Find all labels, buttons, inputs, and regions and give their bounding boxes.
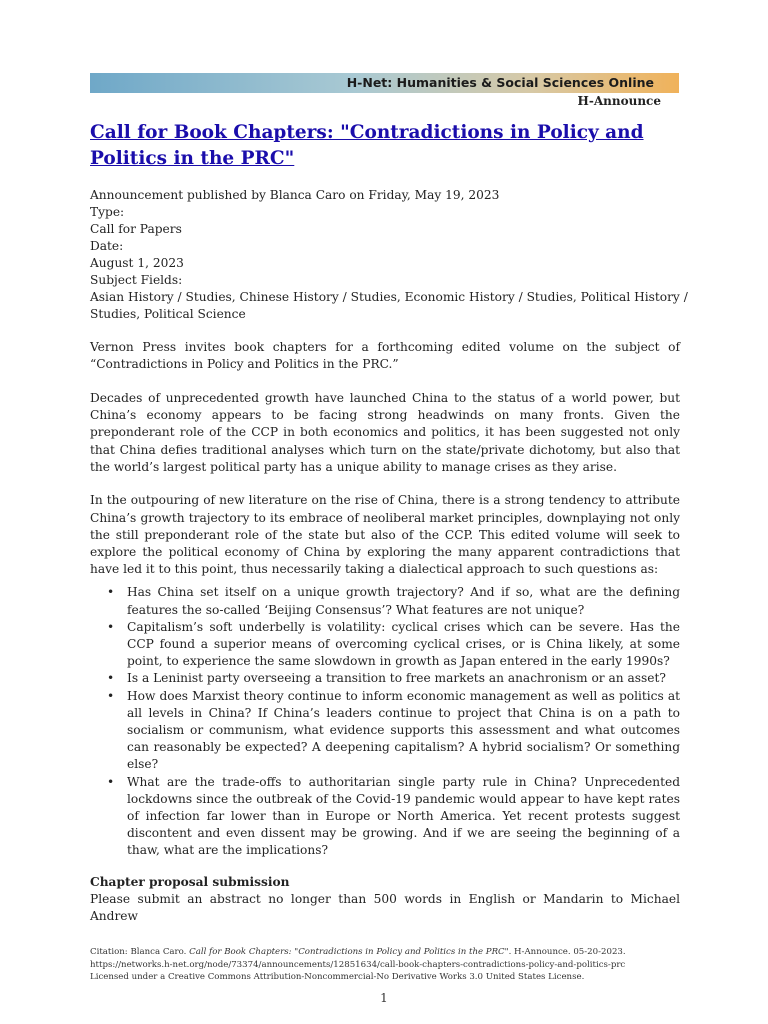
list-item bbox=[107, 619, 680, 671]
section-label: H-Announce bbox=[577, 94, 661, 108]
bullet-icon: • bbox=[107, 688, 115, 703]
question-text: What are the trade-offs to authoritarian single party rule in China? Unprecedented lockdowns since the outbreak of the Covid-19 pandemic would appear to have kept rates of infection far lower than in Europe or North America. Yet recent protests suggest discontent and even dissent may be growing. And if we are seeing the beginning of a thaw, what are the implications? bbox=[127, 774, 680, 858]
site-name: H-Net: Humanities & Social Sciences Online bbox=[346, 75, 654, 90]
site-banner bbox=[90, 73, 679, 93]
citation-url[interactable]: https://networks.h-net.org/node/73374/announcements/12851634/call-book-chapters-contradictions-policy-and-politics-prc bbox=[90, 959, 626, 970]
announcement-body bbox=[90, 339, 680, 925]
announcement-meta bbox=[90, 187, 690, 323]
list-item bbox=[107, 688, 680, 774]
type-value: Call for Papers bbox=[90, 222, 182, 236]
question-text: How does Marxist theory continue to inform economic management as well as politics at all levels in China? If China’s leaders continue to project that China is on a path to socialism or communism, what evidence supports this assessment and what outcomes can reasonably be expected? A deepening capitalism? A hybrid socialism? Or something else? bbox=[127, 688, 680, 772]
bullet-icon: • bbox=[107, 619, 115, 634]
list-item bbox=[107, 584, 680, 618]
citation-footer bbox=[90, 946, 690, 984]
question-text: Has China set itself on a unique growth trajectory? And if so, what are the defining features the so-called ‘Beijing Consensus’? What features are not unique? bbox=[127, 585, 680, 617]
page-number: 1 bbox=[380, 991, 388, 1005]
question-list bbox=[90, 584, 680, 859]
submission-heading: Chapter proposal submission bbox=[90, 874, 290, 889]
bullet-icon: • bbox=[107, 774, 115, 789]
context-paragraph: Decades of unprecedented growth have launched China to the status of a world power, but China’s economy appears to be facing strong headwinds on many fronts. Given the preponderant role of the CCP in both economics and politics, it has been suggested not only that China defies traditional analyses which turn on the state/private dichotomy, but also that the world’s largest political party has a unique ability to manage crises as they arise. bbox=[90, 390, 680, 474]
date-value: August 1, 2023 bbox=[90, 256, 184, 270]
citation-title: Call for Book Chapters: "Contradictions in Policy and Politics in the PRC" bbox=[189, 947, 509, 957]
list-item bbox=[107, 670, 680, 687]
citation-suffix: . H-Announce. 05-20-2023. bbox=[508, 947, 626, 957]
bullet-icon: • bbox=[107, 671, 115, 686]
type-label: Type: bbox=[90, 205, 125, 219]
date-label: Date: bbox=[90, 239, 124, 253]
question-text: Capitalism’s soft underbelly is volatility: cyclical crises which can be severe. Has the CCP found a superior means of overcoming cyclical crises, or is China likely, at some point, to experience the same slowdown in growth as Japan entered in the early 1990s? bbox=[127, 619, 680, 669]
question-text: Is a Leninist party overseeing a transition to free markets an anachronism or an asset? bbox=[127, 671, 666, 686]
bullet-icon: • bbox=[107, 585, 115, 600]
intro-paragraph: Vernon Press invites book chapters for a forthcoming edited volume on the subject of “Contradictions in Policy and Politics in the PRC.” bbox=[90, 340, 680, 372]
subject-fields-label: Subject Fields: bbox=[90, 273, 183, 287]
subject-fields-value: Asian History / Studies, Chinese History / Studies, Economic History / Studies, Political History / Studies, Political Science bbox=[90, 290, 688, 321]
list-item bbox=[107, 774, 680, 860]
published-line: Announcement published by Blanca Caro on Friday, May 19, 2023 bbox=[90, 188, 500, 202]
citation-prefix: Citation: Blanca Caro. bbox=[90, 947, 190, 957]
submission-text: Please submit an abstract no longer than 500 words in English or Mandarin to Michael Andrew bbox=[90, 891, 680, 924]
announcement-title-link[interactable]: Call for Book Chapters: "Contradictions in Policy and Politics in the PRC" bbox=[90, 122, 644, 169]
license-text: Licensed under a Creative Commons Attribution-Noncommercial-No Derivative Works 3.0 United States License. bbox=[90, 972, 585, 982]
scope-paragraph: In the outpouring of new literature on the rise of China, there is a strong tendency to attribute China’s growth trajectory to its embrace of neoliberal market principles, downplaying not only the still preponderant role of the state but also of the CCP. This edited volume will seek to explore the political economy of China by exploring the many apparent contradictions that have led it to this point, thus necessarily taking a dialectical approach to such questions as: bbox=[90, 493, 680, 577]
citation-line bbox=[90, 946, 690, 959]
